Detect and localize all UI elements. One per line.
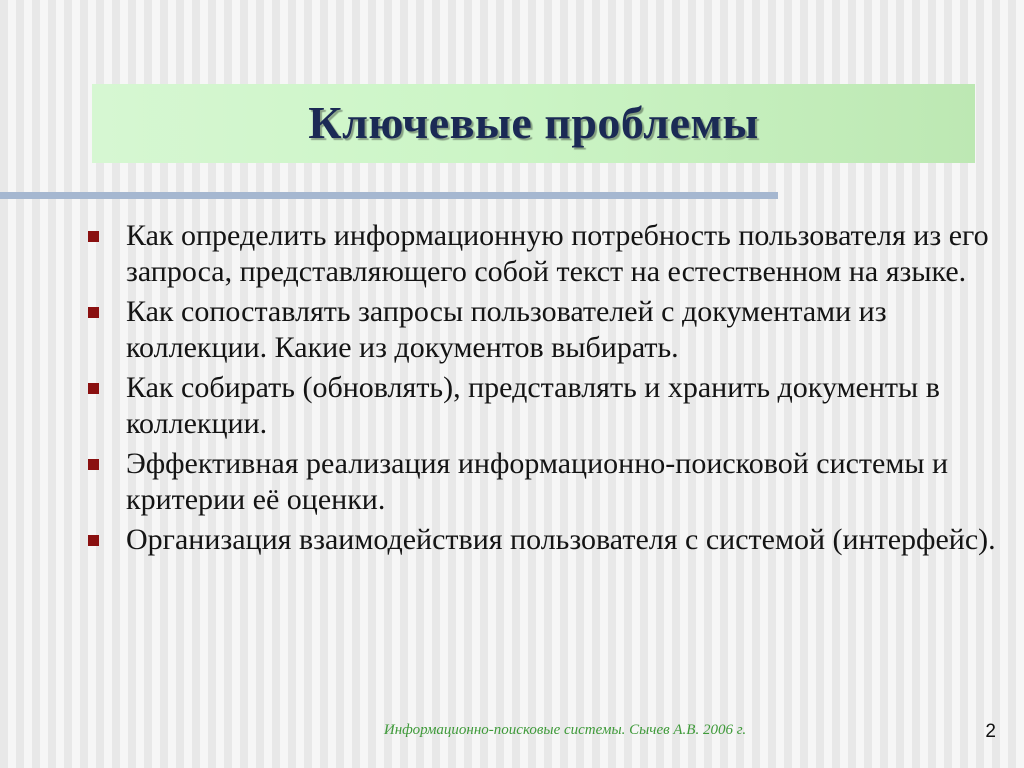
bullet-text: Как сопоставлять запросы пользователей с документами из коллекции. Какие из документов выбирать. <box>126 295 887 364</box>
bullet-list <box>88 218 1008 562</box>
square-bullet-icon <box>88 231 99 242</box>
slide-title: Ключевые проблемы <box>308 97 759 148</box>
square-bullet-icon <box>88 535 99 546</box>
page-number: 2 <box>985 721 996 742</box>
bullet-item <box>88 370 1008 442</box>
bullet-item <box>88 522 1008 558</box>
square-bullet-icon <box>88 383 99 394</box>
bullet-item <box>88 218 1008 290</box>
bullet-text: Эффективная реализация информационно-поисковой системы и критерии её оценки. <box>126 447 949 516</box>
divider-bar <box>0 192 778 199</box>
bullet-item <box>88 446 1008 518</box>
bullet-item <box>88 294 1008 366</box>
footer-caption: Информационно-поисковые системы. Сычев А.В. 2006 г. <box>383 722 747 738</box>
square-bullet-icon <box>88 307 99 318</box>
title-banner <box>92 84 975 163</box>
bullet-text: Организация взаимодействия пользователя с системой (интерфейс). <box>126 523 996 556</box>
bullet-text: Как определить информационную потребность пользователя из его запроса, представляющего собой текст на естественном на языке. <box>126 219 989 288</box>
bullet-text: Как собирать (обновлять), представлять и хранить документы в коллекции. <box>126 371 940 440</box>
square-bullet-icon <box>88 459 99 470</box>
